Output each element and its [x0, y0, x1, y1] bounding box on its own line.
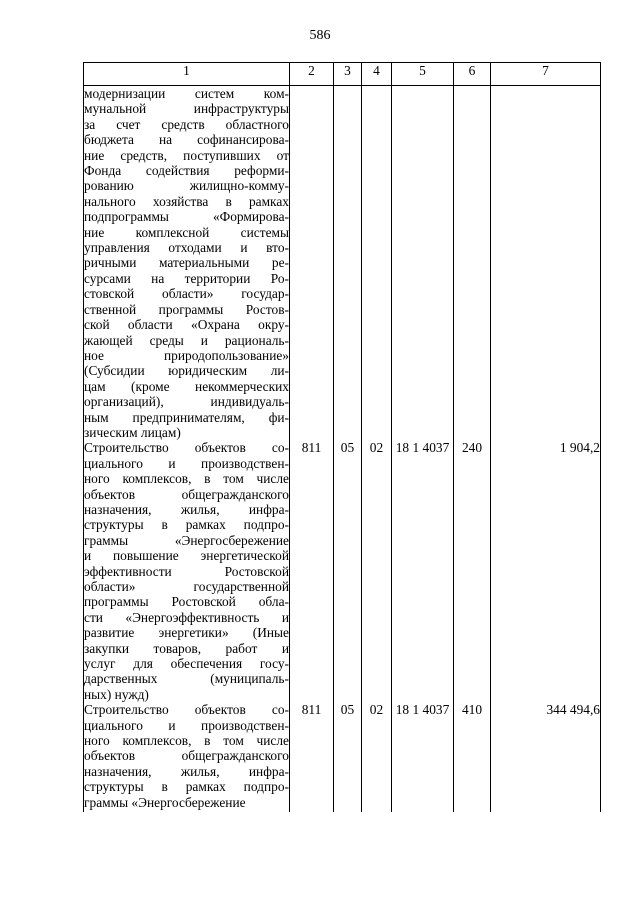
column-header-4: 4: [362, 63, 392, 86]
description-line: рованию жилищно-комму-: [84, 178, 289, 194]
description-line: сти «Энергоэффективность и: [84, 609, 289, 625]
description-line: дарственных (муниципаль-: [84, 671, 289, 687]
cell-code-3: [362, 86, 392, 441]
description-line: услуг для обеспечения госу-: [84, 656, 289, 672]
column-header-2: 2: [290, 63, 334, 86]
cell-code-3: 02: [362, 440, 392, 702]
column-header-6: 6: [454, 63, 491, 86]
description-line: ное природопользование»: [84, 347, 289, 363]
description-line: объектов общегражданского: [84, 486, 289, 502]
budget-table: [83, 62, 601, 812]
description-line: управления отходами и вто-: [84, 240, 289, 256]
description-line: структуры в рамках подпро-: [84, 779, 289, 795]
cell-code-2: 05: [334, 440, 362, 702]
description-line: граммы «Энергосбережение: [84, 532, 289, 548]
cell-code-2: 05: [334, 702, 362, 812]
description-line: назначения, жилья, инфра-: [84, 501, 289, 517]
description-line: Фонда содействия реформи-: [84, 163, 289, 179]
description-line: подпрограммы «Формирова-: [84, 209, 289, 225]
cell-code-5: 410: [454, 702, 491, 812]
cell-amount: 1 904,2: [491, 440, 601, 702]
description-line: объектов общегражданского: [84, 748, 289, 764]
table-row: [84, 86, 601, 441]
description-line: ного комплексов, в том числе: [84, 733, 289, 749]
description-line: закупки товаров, работ и: [84, 640, 289, 656]
cell-code-5: [454, 86, 491, 441]
description-line: Строительство объектов со-: [84, 440, 289, 456]
description-line: ние средств, поступивших от: [84, 147, 289, 163]
page-number: 586: [309, 28, 331, 43]
description-line: структуры в рамках подпро-: [84, 517, 289, 533]
cell-code-1: 811: [290, 702, 334, 812]
description-line: стовской области» государ-: [84, 286, 289, 302]
description-line: мунальной инфраструктуры: [84, 101, 289, 117]
description-line: граммы «Энергосбережение: [84, 794, 246, 810]
row-description: [84, 86, 290, 441]
description-line: бюджета на софинансирова-: [84, 132, 289, 148]
description-line: и повышение энергетической: [84, 548, 289, 564]
table-row: [84, 702, 601, 812]
description-line: назначения, жилья, инфра-: [84, 763, 289, 779]
description-line: цам (кроме некоммерческих: [84, 378, 289, 394]
table-header-row: [84, 63, 601, 86]
cell-code-1: [290, 86, 334, 441]
column-header-5: 5: [392, 63, 454, 86]
description-line: циального и производствен-: [84, 455, 289, 471]
description-line: за счет средств областного: [84, 116, 289, 132]
cell-amount: 344 494,6: [491, 702, 601, 812]
description-line: Строительство объектов со-: [84, 702, 289, 718]
column-header-7: 7: [491, 63, 601, 86]
description-line: развитие энергетики» (Иные: [84, 625, 289, 641]
description-line: сурсами на территории Ро-: [84, 270, 289, 286]
description-line: эффективности Ростовской: [84, 563, 289, 579]
description-line: нального хозяйства в рамках: [84, 193, 289, 209]
description-line: ственной программы Ростов-: [84, 301, 289, 317]
description-line: циального и производствен-: [84, 717, 289, 733]
description-line: программы Ростовской обла-: [84, 594, 289, 610]
cell-code-2: [334, 86, 362, 441]
table-row: [84, 440, 601, 702]
row-description: [84, 702, 290, 812]
description-line: ской области «Охрана окру-: [84, 317, 289, 333]
description-line: жающей среды и рациональ-: [84, 332, 289, 348]
row-description: [84, 440, 290, 702]
description-line: организаций), индивидуаль-: [84, 394, 289, 410]
column-header-1: 1: [84, 63, 290, 86]
description-line: области» государственной: [84, 579, 289, 594]
description-line: ричными материальными ре-: [84, 255, 289, 271]
cell-amount: [491, 86, 601, 441]
description-line: (Субсидии юридическим ли-: [84, 363, 289, 379]
cell-code-4: 18 1 4037: [392, 440, 454, 702]
description-line: ных) нужд): [84, 686, 149, 702]
description-line: ного комплексов, в том числе: [84, 471, 289, 487]
cell-code-1: 811: [290, 440, 334, 702]
cell-code-3: 02: [362, 702, 392, 812]
description-line: зическим лицам): [84, 424, 181, 440]
column-header-3: 3: [334, 63, 362, 86]
cell-code-5: 240: [454, 440, 491, 702]
description-line: ние комплексной системы: [84, 224, 289, 240]
description-line: ным предпринимателям, фи-: [84, 409, 289, 425]
cell-code-4: 18 1 4037: [392, 702, 454, 812]
cell-code-4: [392, 86, 454, 441]
description-line: модернизации систем ком-: [84, 86, 289, 101]
